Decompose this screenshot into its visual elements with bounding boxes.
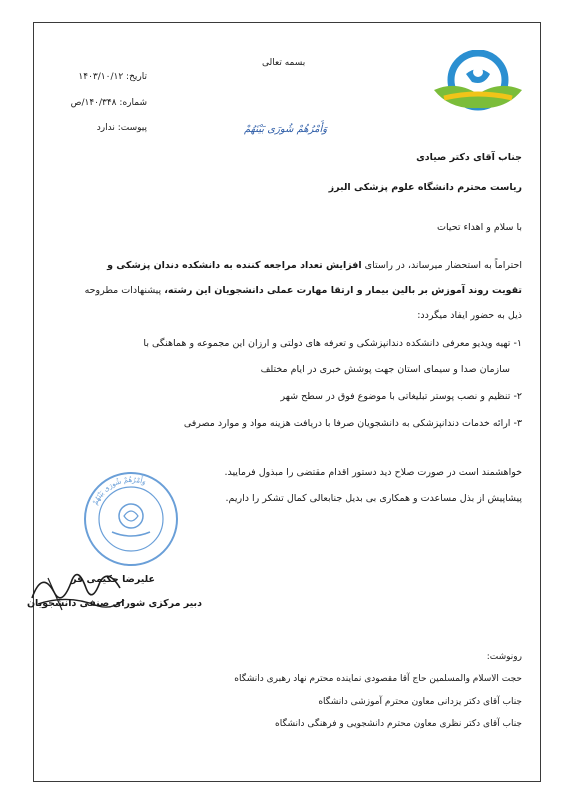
cc-line-1: حجت الاسلام والمسلمین حاج آقا مقصودی نماینده محترم نهاد رهبری دانشگاه	[234, 674, 522, 684]
council-seal-icon	[82, 470, 180, 568]
basmala: بسمه تعالی	[262, 58, 306, 68]
intro-line-1-bold: افزایش تعداد مراجعه کننده به دانشکده دندان پزشکی و	[107, 260, 362, 271]
attachment-value: ندارد	[96, 123, 115, 133]
item-1-line-2: سازمان صدا و سیمای استان جهت پوشش خبری در ایام مختلف	[260, 364, 510, 375]
seal-text: وَأَمْرُهُمْ شُورَى بَيْنَهُمْ	[91, 475, 147, 507]
number-value: ۱۴۰/۳۴۸/ص	[70, 98, 117, 108]
item-3: ۳- ارائه خدمات دندانپزشکی به دانشجویان صرفا با دریافت هزینه مواد و موارد مصرفی	[183, 418, 522, 429]
header-verse: وَأَمْرُهُمْ شُورَى بَيْنَهُمْ	[244, 124, 328, 135]
cc-line-3: جناب آقای دکتر نظری معاون محترم دانشجویی و فرهنگی دانشگاه	[275, 719, 522, 729]
recipient-line-1: جناب آقای دکتر صیادی	[416, 152, 522, 163]
attachment-line	[97, 123, 147, 133]
date-label: تاریخ:	[126, 72, 147, 82]
intro-line-2-bold: تقویت روند آموزش بر بالین بیمار و ارتقا مهارت عملی دانشجویان این رشته،	[164, 285, 522, 296]
intro-line-1	[107, 260, 522, 271]
item-1-line-1: ۱- تهیه ویدیو معرفی دانشکده دندانپزشکی و تعرفه های دولتی و ارزان این مجموعه و هماهنگی با	[143, 338, 522, 349]
date-value: ۱۴۰۳/۱۰/۱۲	[78, 72, 124, 82]
recipient-line-2: ریاست محترم دانشگاه علوم پزشکی البرز	[328, 182, 522, 193]
intro-line-1-plain: احتراماً به استحضار میرساند، در راستای	[364, 260, 522, 271]
number-label: شماره:	[119, 98, 147, 108]
closing-line-2: پیشاپیش از بذل مساعدت و همکاری بی بدیل جنابعالی کمال تشکر را داریم.	[225, 493, 522, 504]
date-line	[78, 72, 147, 82]
intro-line-2	[85, 285, 522, 296]
cc-line-2: جناب آقای دکتر یزدانی معاون محترم آموزشی دانشگاه	[318, 697, 522, 707]
greeting: با سلام و اهداء تحیات	[437, 222, 522, 233]
signer-title: دبیر مرکزی شورای صنفی دانشجویان	[26, 598, 202, 609]
item-2: ۲- تنظیم و نصب پوستر تبلیغاتی با موضوع فوق در سطح شهر	[280, 391, 522, 402]
signer-name: علیرضا حکیمی فر	[71, 574, 155, 585]
letter-border	[33, 22, 541, 782]
attachment-label: پیوست:	[117, 123, 147, 133]
cc-label: رونوشت:	[486, 652, 522, 662]
closing-line-1: خواهشمند است در صورت صلاح دید دستور اقدام مقتضی را مبذول فرمایید.	[224, 467, 522, 478]
svg-text:وَأَمْرُهُمْ شُورَى بَيْنَهُمْ	[91, 475, 147, 506]
number-line	[71, 98, 147, 108]
council-logo-icon	[426, 50, 530, 116]
intro-line-2-plain: پیشنهادات مطروحه	[84, 285, 162, 296]
intro-line-3: ذیل به حضور ایفاد میگردد:	[417, 310, 522, 321]
